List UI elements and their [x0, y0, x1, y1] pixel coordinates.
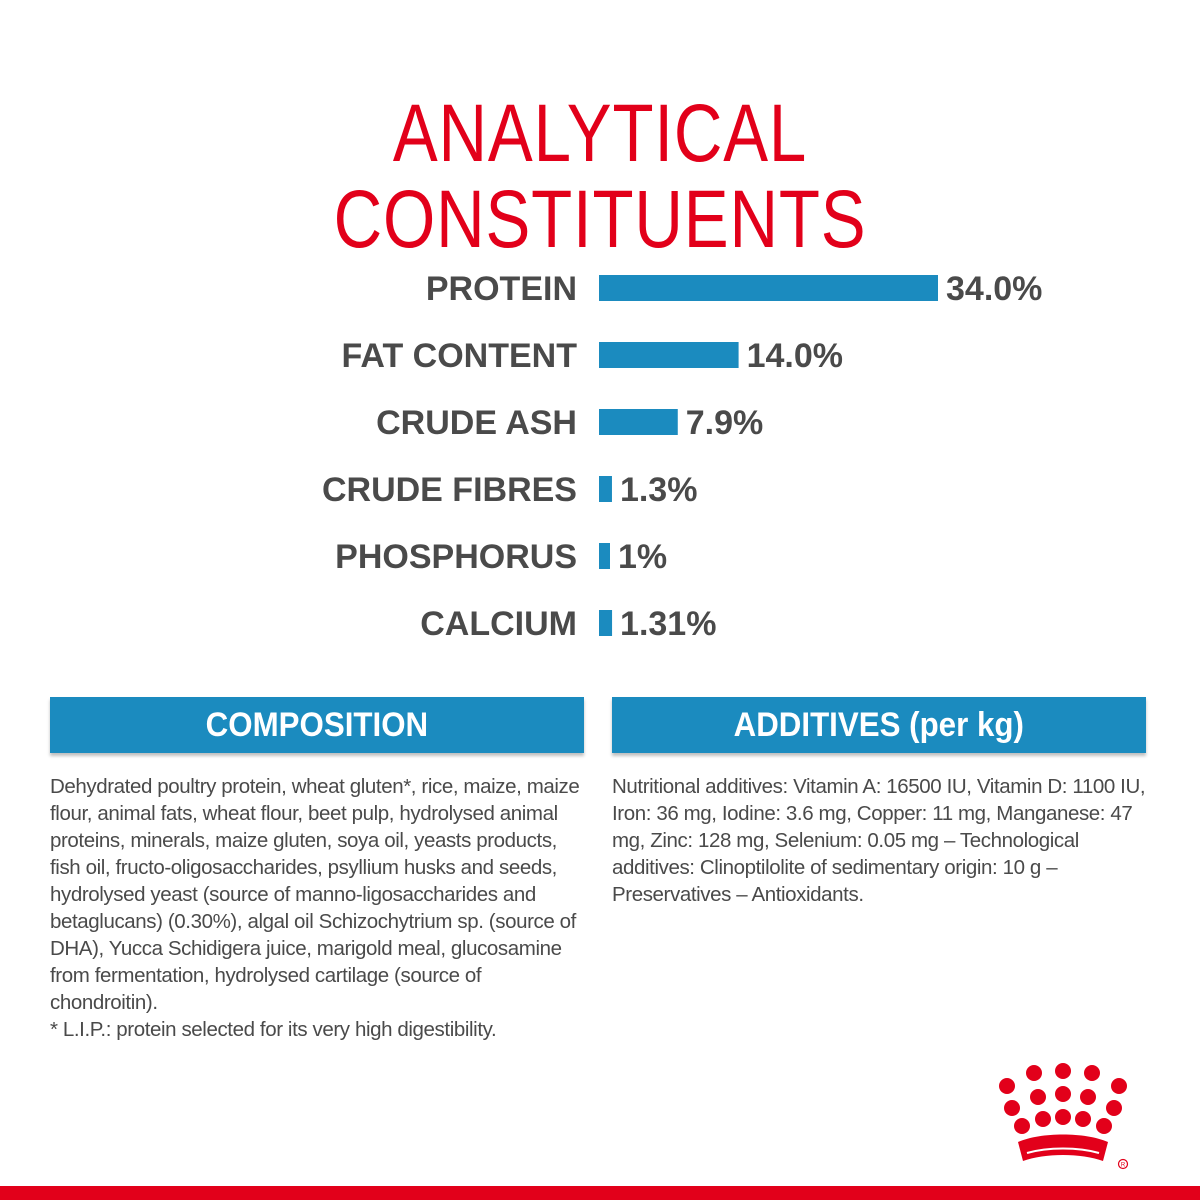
value-label: 34.0%: [946, 270, 1043, 308]
additives-heading: ADDITIVES (per kg): [733, 706, 1025, 744]
value-label: 1%: [618, 538, 668, 576]
category-label: CALCIUM: [420, 605, 577, 643]
category-label: CRUDE ASH: [376, 404, 577, 442]
value-label: 1.3%: [619, 471, 698, 509]
analytical-constituents-chart: [0, 250, 1200, 670]
composition-body: [50, 773, 584, 1043]
title-line-1: ANALYTICAL: [392, 87, 808, 179]
additives-text: Nutritional additives: Vitamin A: 16500 IU, Vitamin D: 1100 IU, Iron: 36 mg, Iodine: 3.6 mg, Copper: 11 mg, Manganese: 47 mg, Zinc: 128 mg, Selenium: 0.05 mg – Technological additives: Clinoptilolite of sedimentary origin: 10 g – Preservatives – Antioxidants.: [612, 775, 1146, 906]
composition-panel: [50, 697, 584, 1043]
value-label: 14.0%: [746, 337, 843, 375]
category-label: PHOSPHORUS: [335, 538, 577, 576]
value-label: 1.31%: [620, 605, 717, 643]
crown-logo-svg: [986, 1060, 1134, 1176]
bar: [599, 543, 610, 569]
bottom-brand-bar: [0, 1186, 1200, 1200]
composition-header: [50, 697, 584, 753]
page-title: [108, 87, 1092, 265]
composition-text: Dehydrated poultry protein, wheat gluten*, rice, maize, maize flour, animal fats, wheat flour, beet pulp, hydrolysed animal proteins, minerals, maize gluten, soya oil, yeasts products, fish oil, fructo-oligosaccharides, psyllium husks and seeds, hydrolysed yeast (source of manno-ligosaccharides and betaglucans) (0.30%), algal oil Schizochytrium sp. (source of DHA), Yucca Schidigera juice, marigold meal, glucosamine from fermentation, hydrolysed cartilage (source of chondroitin).: [50, 775, 580, 1014]
bar: [599, 610, 612, 636]
composition-footnote: * L.I.P.: protein selected for its very high digestibility.: [50, 1018, 497, 1041]
svg-text:R: R: [1120, 1162, 1126, 1169]
royal-canin-crown-logo-icon: [986, 1060, 1134, 1176]
title-line-2: CONSTITUENTS: [333, 173, 867, 265]
bar-chart-svg: [0, 250, 1200, 670]
composition-heading: COMPOSITION: [205, 706, 429, 744]
additives-panel: [612, 697, 1146, 908]
bar: [599, 342, 739, 368]
category-label: CRUDE FIBRES: [321, 471, 577, 509]
bar: [599, 476, 612, 502]
category-label: FAT CONTENT: [341, 337, 577, 375]
category-label: PROTEIN: [425, 270, 577, 308]
additives-header: [612, 697, 1146, 753]
additives-body: [612, 773, 1146, 908]
bar: [599, 275, 938, 301]
bar: [599, 409, 678, 435]
value-label: 7.9%: [685, 404, 764, 442]
